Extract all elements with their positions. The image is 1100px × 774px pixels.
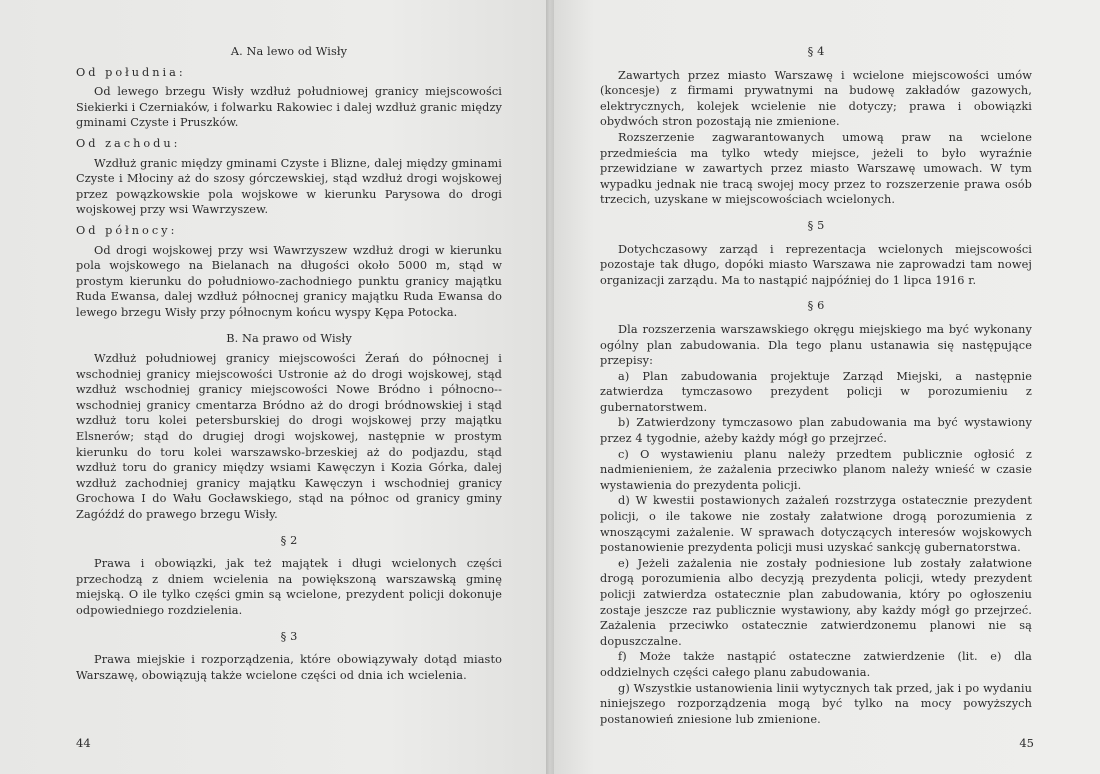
paragraph-6-title: § 6 (807, 299, 825, 313)
paragraph-4-title: § 4 (807, 45, 825, 58)
right-page (550, 0, 1100, 774)
paragraph-6-item-g: g) Wszystkie ustanowienia linii wytycznych tak przed, jak i po wydaniu niniejszego rozporządzenia mogą być tylko na mocy powyższych postanowień zniesione lub zmienione. (600, 681, 1032, 726)
from-south-text: Od lewego brzegu Wisły wzdłuż południowej granicy miejscowości Siekierki i Czerniaków, i folwarku Rakowiec i dalej wzdłuż granic między gminami Czyste i Pruszków. (76, 85, 502, 130)
section-b-text: Wzdłuż południowej granicy miejscowości Żerań do północnej i wschodniej granicy miejscowości Ustronie aż do drogi wojskowej, stąd wzdłuż wschodniej granicy miejscowości Nowe Bródno i północno--wschodniej granicy cmentarza Bródno aż do drogi bródnowskiej i stąd wzdłuż toru kolei petersburskiej do drogi wojskowej przy majątku Elsnerów; stąd do drugiej drogi wojskowej, następnie w prostym kierunku do toru kolei warszawsko-brzeskiej aż do podjazdu, stąd wzdłuż toru do granicy między wsiami Kawęczyn i Kozia Górka, dalej wzdłuż zachodniej granicy majątku Kawęczyn i wschodniej granicy Grochowa I do Wału Gocławskiego, stąd na północ od granicy gminy Zagóźdź do prawego brzegu Wisły. (76, 352, 502, 522)
from-south-label: Od południa: (76, 65, 186, 79)
from-west-text: Wzdłuż granic między gminami Czyste i Blizne, dalej między gminami Czyste i Młociny aż do szosy górczewskiej, stąd wzdłuż drogi wojskowej przez powązkowskie pola wojskowe w kierunku Parysowa do drogi wojskowej przy wsi Wawrzyszew. (76, 156, 502, 217)
paragraph-6-item-f: f) Może także nastąpić ostateczne zatwierdzenie (lit. e) dla oddzielnych części całego planu zabudowania. (600, 650, 1032, 679)
from-north-text: Od drogi wojskowej przy wsi Wawrzyszew wzdłuż drogi w kierunku pola wojskowego na Bielanach na długości około 5000 m, stąd w prostym kierunku do południowo-zachodniego punktu granicy majątku Ruda Ewansa, dalej wzdłuż północnej granicy majątku Ruda Ewansa do lewego brzegu Wisły przy północnym końcu wyspy Kępa Potocka. (76, 243, 502, 319)
paragraph-6-item-b: b) Zatwierdzony tymczasowo plan zabudowania ma być wystawiony przez 4 tygodnie, ażeby każdy mógł go przejrzeć. (600, 416, 1032, 446)
left-page-number: 44 (76, 736, 91, 750)
book-gutter (546, 0, 554, 774)
from-north-label: Od północy: (76, 223, 178, 237)
section-a-title: A. Na lewo od Wisły (230, 45, 348, 58)
paragraph-3-title: § 3 (280, 629, 298, 643)
paragraph-5-title: § 5 (807, 218, 825, 232)
paragraph-2-title: § 2 (280, 533, 298, 547)
paragraph-5-text: Dotychczasowy zarząd i reprezentacja wcielonych miejscowości pozostaje tak długo, dopóki miasto Warszawa nie zaprowadzi tam nowej organizacji zarządu. Ma to nastąpić najpóźniej do 1 lipca 1916 r. (600, 242, 1032, 287)
paragraph-4-text-2: Rozszerzenie zagwarantowanych umową praw na wcielone przedmieścia ma tylko wtedy miejsce, jeżeli to było wyraźnie przewidziane w zawartych przez miasto Warszawę umowach. W tym wypadku jednak nie tracą swojej mocy przez to rozszerzenie prawa osób trzecich, uzyskane w miejscowościach wcielonych. (600, 130, 1032, 207)
paragraph-6-item-c: c) O wystawieniu planu należy przedtem publicznie ogłosić z nadmienieniem, że zażalenia przeciwko planom należy wnieść w czasie wystawienia do prezydenta policji. (600, 447, 1032, 492)
paragraph-6-intro: Dla rozszerzenia warszawskiego okręgu miejskiego ma być wykonany ogólny plan zabudowania. Dla tego planu ustanawia się następujące przepisy: (600, 322, 1032, 368)
right-page-number: 45 (1019, 736, 1034, 750)
from-west-label: Od zachodu: (76, 136, 181, 150)
paragraph-6-item-d: d) W kwestii postawionych zażaleń rozstrzyga ostatecznie prezydent policji, o ile takowe nie zostały załatwione drogą porozumienia z wnoszącymi zażalenie. W sprawach dotyczących interesów wojskowych postanowienie prezydenta policji musi uzyskać sankcję gubernatorstwa. (600, 494, 1032, 555)
paragraph-2-text: Prawa i obowiązki, jak też majątek i długi wcielonych części przechodzą z dniem wcielenia na powiększoną warszawską gminę miejską. O ile tylko części gmin są wcielone, prezydent policji dokonuje odpowiedniego rozdzielenia. (76, 557, 502, 617)
paragraph-4-text-1: Zawartych przez miasto Warszawę i wcielone miejscowości umów (koncesje) z firmami prywatnymi na budowę zakładów gazowych, elektrycznych, kolejek wcielenie nie dotyczy; prawa i obowiązki obydwóch stron pozostają nie zmienione. (600, 68, 1032, 129)
paragraph-3-text: Prawa miejskie i rozporządzenia, które obowiązywały dotąd miasto Warszawę, obowiązują także wcielone części od dnia ich wcielenia. (76, 653, 502, 682)
paragraph-6-item-a: a) Plan zabudowania projektuje Zarząd Miejski, a następnie zatwierdza tymczasowo prezydent policji w porozumieniu z gubernatorstwem. (600, 369, 1032, 414)
left-page-body (76, 44, 502, 683)
section-b-title: B. Na prawo od Wisły (226, 331, 352, 345)
right-page-body (600, 44, 1032, 727)
paragraph-6-item-e: e) Jeżeli zażalenia nie zostały podniesione lub zostały załatwione drogą porozumienia albo decyzją prezydenta policji, wtedy prezydent policji zatwierdza ostatecznie plan zabudowania, który po ogłoszeniu zostaje jeszcze raz publicznie wystawiony, aby każdy mógł go przejrzeć. Zażalenia przeciwko ostatecznie zatwierdzonemu planowi nie są dopuszczalne. (600, 556, 1032, 648)
